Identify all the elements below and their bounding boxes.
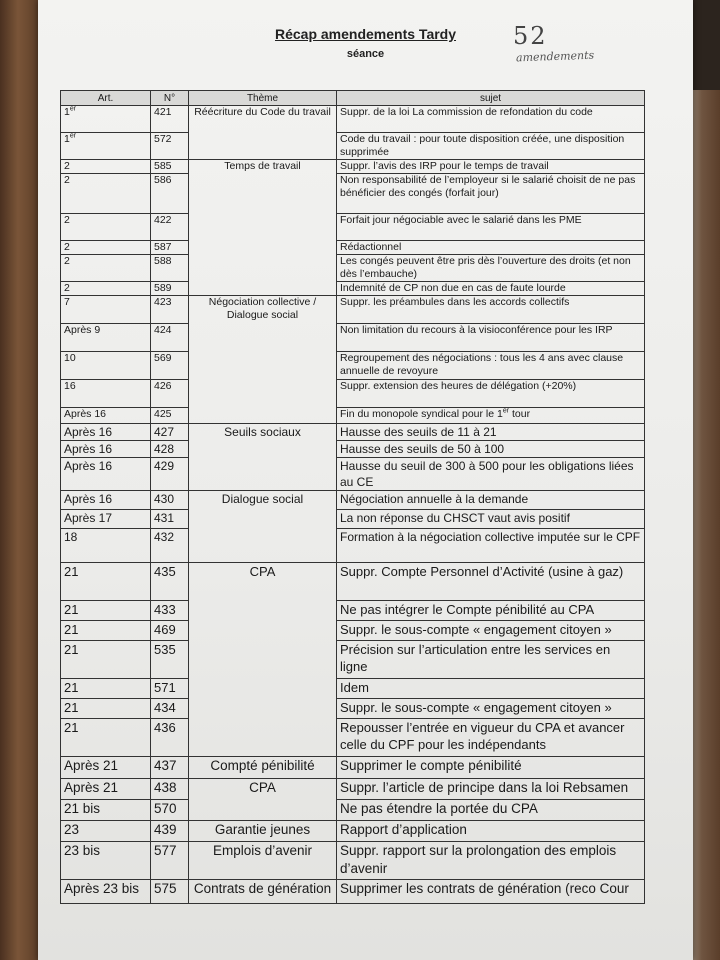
cell-theme: Réécriture du Code du travail <box>189 106 337 160</box>
cell-subject: Code du travail : pour toute disposition créée, une disposition supprimée <box>337 133 645 160</box>
cell-num: 535 <box>151 641 189 679</box>
cell-subject: La non réponse du CHSCT vaut avis positif <box>337 510 645 529</box>
cell-num: 434 <box>151 699 189 719</box>
cell-subject: Hausse du seuil de 300 à 500 pour les obligations liées au CE <box>337 458 645 491</box>
cell-art: Après 9 <box>61 324 151 352</box>
cell-art: 21 <box>61 679 151 699</box>
cell-subject: Indemnité de CP non due en cas de faute lourde <box>337 282 645 296</box>
document-title: Récap amendements Tardy <box>274 26 457 42</box>
cell-num: 423 <box>151 296 189 324</box>
cell-theme: CPA <box>189 779 337 821</box>
table-row <box>61 324 645 352</box>
header-subject: sujet <box>337 91 645 106</box>
table-row <box>61 160 645 174</box>
amendments-table <box>60 90 645 904</box>
cell-num: 427 <box>151 424 189 441</box>
cell-art: 1er <box>61 133 151 160</box>
cell-art: Après 16 <box>61 458 151 491</box>
cell-subject: Repousser l’entrée en vigueur du CPA et avancer celle du CPF pour les indépendants <box>337 719 645 757</box>
cell-art: 2 <box>61 241 151 255</box>
table-row <box>61 380 645 408</box>
cell-num: 437 <box>151 757 189 779</box>
cell-art: 1er <box>61 106 151 133</box>
cell-subject: Négociation annuelle à la demande <box>337 491 645 510</box>
table-row <box>61 880 645 904</box>
cell-num: 435 <box>151 563 189 601</box>
table-row <box>61 133 645 160</box>
table-row <box>61 679 645 699</box>
cell-num: 469 <box>151 621 189 641</box>
cell-theme: Négociation collective / Dialogue social <box>189 296 337 424</box>
cell-subject: Suppr. le sous-compte « engagement citoyen » <box>337 699 645 719</box>
cell-subject: Hausse des seuils de 50 à 100 <box>337 441 645 458</box>
table-row <box>61 441 645 458</box>
cell-theme: Seuils sociaux <box>189 424 337 491</box>
cell-art: 16 <box>61 380 151 408</box>
cell-num: 570 <box>151 800 189 821</box>
cell-art: 21 <box>61 719 151 757</box>
cell-subject: Précision sur l’articulation entre les services en ligne <box>337 641 645 679</box>
table-row <box>61 529 645 563</box>
cell-subject: Forfait jour négociable avec le salarié dans les PME <box>337 214 645 241</box>
cell-theme: Garantie jeunes <box>189 821 337 842</box>
cell-art: 21 <box>61 563 151 601</box>
cell-num: 587 <box>151 241 189 255</box>
header-theme: Thème <box>189 91 337 106</box>
table-row <box>61 621 645 641</box>
table-row <box>61 214 645 241</box>
cell-num: 586 <box>151 174 189 214</box>
cell-num: 433 <box>151 601 189 621</box>
cell-theme: Compté pénibilité <box>189 757 337 779</box>
cell-subject: Supprimer les contrats de génération (reco Cour <box>337 880 645 904</box>
cell-subject: Suppr. l’article de principe dans la loi Rebsamen <box>337 779 645 800</box>
table-row <box>61 699 645 719</box>
cell-art: 2 <box>61 174 151 214</box>
cell-art: Après 16 <box>61 491 151 510</box>
table-row <box>61 842 645 880</box>
cell-subject: Suppr. extension des heures de délégation (+20%) <box>337 380 645 408</box>
handwritten-note: amendements <box>515 48 595 65</box>
cell-art: 21 <box>61 699 151 719</box>
cell-art: 21 <box>61 641 151 679</box>
cell-subject: Non limitation du recours à la visioconférence pour les IRP <box>337 324 645 352</box>
table-row <box>61 800 645 821</box>
cell-num: 428 <box>151 441 189 458</box>
table-row <box>61 563 645 601</box>
table-row <box>61 601 645 621</box>
table-row <box>61 296 645 324</box>
cell-art: 18 <box>61 529 151 563</box>
cell-art: Après 16 <box>61 441 151 458</box>
cell-art: 7 <box>61 296 151 324</box>
cell-subject: Idem <box>337 679 645 699</box>
cell-subject: Suppr. de la loi La commission de refondation du code <box>337 106 645 133</box>
cell-subject: Suppr. les préambules dans les accords collectifs <box>337 296 645 324</box>
table-row <box>61 282 645 296</box>
cell-art: Après 17 <box>61 510 151 529</box>
table-row <box>61 821 645 842</box>
cell-subject: Suppr. l’avis des IRP pour le temps de travail <box>337 160 645 174</box>
table-row <box>61 757 645 779</box>
table-row <box>61 491 645 510</box>
cell-art: 23 bis <box>61 842 151 880</box>
table-row <box>61 510 645 529</box>
cell-subject: Hausse des seuils de 11 à 21 <box>337 424 645 441</box>
cell-subject: Rédactionnel <box>337 241 645 255</box>
cell-num: 569 <box>151 352 189 380</box>
cell-num: 432 <box>151 529 189 563</box>
cell-num: 572 <box>151 133 189 160</box>
cell-art: Après 21 <box>61 779 151 800</box>
cell-subject: Suppr. le sous-compte « engagement citoyen » <box>337 621 645 641</box>
cell-art: 21 <box>61 621 151 641</box>
cell-subject: Rapport d’application <box>337 821 645 842</box>
cell-num: 575 <box>151 880 189 904</box>
document-subtitle: séance <box>346 48 385 60</box>
table-row <box>61 174 645 214</box>
table-row <box>61 255 645 282</box>
cell-theme: CPA <box>189 563 337 757</box>
wood-background-right <box>690 0 720 960</box>
cell-subject: Les congés peuvent être pris dès l’ouverture des droits (et non dès l’embauche) <box>337 255 645 282</box>
cell-subject: Regroupement des négociations : tous les 4 ans avec clause annuelle de revoyure <box>337 352 645 380</box>
handwritten-count: 52 <box>513 22 548 50</box>
cell-num: 438 <box>151 779 189 800</box>
cell-art: 10 <box>61 352 151 380</box>
cell-subject: Fin du monopole syndical pour le 1er tour <box>337 408 645 424</box>
cell-art: 23 <box>61 821 151 842</box>
cell-subject: Suppr. Compte Personnel d’Activité (usine à gaz) <box>337 563 645 601</box>
cell-num: 422 <box>151 214 189 241</box>
cell-num: 421 <box>151 106 189 133</box>
cell-subject: Non responsabilité de l’employeur si le salarié choisit de ne pas bénéficier des congés (forfait jour) <box>337 174 645 214</box>
cell-theme: Contrats de génération <box>189 880 337 904</box>
table-row <box>61 106 645 133</box>
table-row <box>61 719 645 757</box>
cell-num: 424 <box>151 324 189 352</box>
cell-art: 21 <box>61 601 151 621</box>
header-art: Art. <box>61 91 151 106</box>
cell-art: Après 16 <box>61 408 151 424</box>
cell-art: 2 <box>61 214 151 241</box>
cell-num: 571 <box>151 679 189 699</box>
table-header-row <box>61 91 645 106</box>
table-row <box>61 458 645 491</box>
cell-num: 436 <box>151 719 189 757</box>
cell-art: Après 23 bis <box>61 880 151 904</box>
cell-art: Après 16 <box>61 424 151 441</box>
cell-num: 589 <box>151 282 189 296</box>
cell-num: 426 <box>151 380 189 408</box>
cell-art: 2 <box>61 255 151 282</box>
cell-num: 439 <box>151 821 189 842</box>
table-row <box>61 779 645 800</box>
table-row <box>61 424 645 441</box>
cell-subject: Ne pas étendre la portée du CPA <box>337 800 645 821</box>
table-row <box>61 641 645 679</box>
cell-subject: Suppr. rapport sur la prolongation des emplois d’avenir <box>337 842 645 880</box>
cell-theme: Temps de travail <box>189 160 337 296</box>
cell-num: 588 <box>151 255 189 282</box>
cell-num: 430 <box>151 491 189 510</box>
cell-num: 431 <box>151 510 189 529</box>
cell-art: 2 <box>61 160 151 174</box>
cell-subject: Formation à la négociation collective imputée sur le CPF <box>337 529 645 563</box>
cell-subject: Supprimer le compte pénibilité <box>337 757 645 779</box>
header-num: N° <box>151 91 189 106</box>
cell-subject: Ne pas intégrer le Compte pénibilité au CPA <box>337 601 645 621</box>
cell-theme: Emplois d’avenir <box>189 842 337 880</box>
cell-art: 21 bis <box>61 800 151 821</box>
cell-art: 2 <box>61 282 151 296</box>
table-row <box>61 241 645 255</box>
cell-num: 425 <box>151 408 189 424</box>
table-row <box>61 352 645 380</box>
cell-num: 429 <box>151 458 189 491</box>
cell-art: Après 21 <box>61 757 151 779</box>
cell-theme: Dialogue social <box>189 491 337 563</box>
table-row <box>61 408 645 424</box>
wood-background-left <box>0 0 40 960</box>
cell-num: 585 <box>151 160 189 174</box>
cell-num: 577 <box>151 842 189 880</box>
